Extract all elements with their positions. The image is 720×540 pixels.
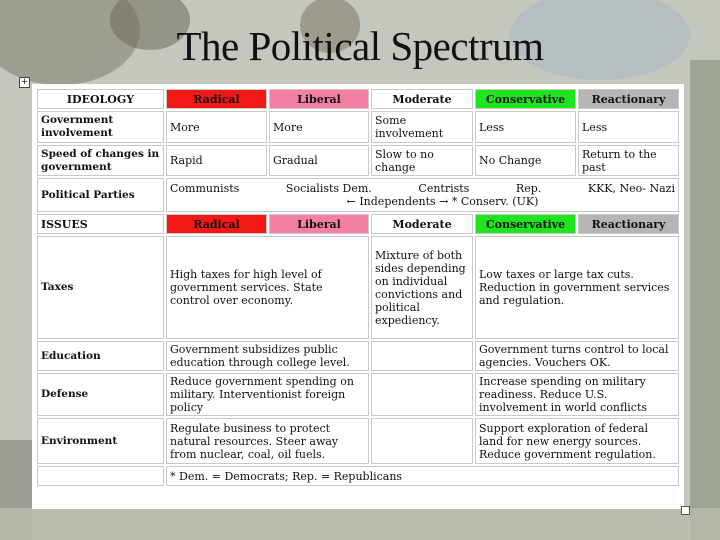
header-liberal: Liberal xyxy=(269,89,369,109)
cell-government-liberal: More xyxy=(269,111,369,143)
cell-parties xyxy=(166,178,679,212)
party-socialists: Socialists Dem. xyxy=(285,182,372,195)
cell-taxes-moderate: Mixture of both sides depending on individual convictions and political expediency. xyxy=(371,236,473,339)
issues-header-liberal: Liberal xyxy=(269,214,369,234)
cell-education-left: Government subsidizes public education through college level. xyxy=(166,341,369,371)
cell-defense-right: Increase spending on military readiness. Reduce U.S. involvement in world conflicts xyxy=(475,373,679,416)
parties-line-1 xyxy=(170,182,675,195)
row-label-speed: Speed of changes in government xyxy=(37,145,164,176)
issues-header-reactionary: Reactionary xyxy=(578,214,679,234)
table-row xyxy=(37,178,679,212)
footnote-row xyxy=(37,466,679,486)
table-row xyxy=(37,418,679,464)
row-label-defense: Defense xyxy=(37,373,164,416)
party-communists: Communists xyxy=(170,182,240,195)
cell-government-conservative: Less xyxy=(475,111,576,143)
table-row xyxy=(37,341,679,371)
footnote-spacer xyxy=(37,466,164,486)
cell-speed-conservative: No Change xyxy=(475,145,576,176)
header-ideology: IDEOLOGY xyxy=(37,89,164,109)
cell-defense-left: Reduce government spending on military. Interventionist foreign policy xyxy=(166,373,369,416)
cell-speed-liberal: Gradual xyxy=(269,145,369,176)
cell-government-reactionary: Less xyxy=(578,111,679,143)
cell-education-right: Government turns control to local agencies. Vouchers OK. xyxy=(475,341,679,371)
political-spectrum-table xyxy=(35,87,681,488)
header-radical: Radical xyxy=(166,89,267,109)
row-label-parties: Political Parties xyxy=(37,178,164,212)
header-issues: ISSUES xyxy=(37,214,164,234)
table-row xyxy=(37,236,679,339)
issues-header-conservative: Conservative xyxy=(475,214,576,234)
cell-environment-left: Regulate business to protect natural resources. Steer away from nuclear, coal, oil fuels. xyxy=(166,418,369,464)
cell-speed-radical: Rapid xyxy=(166,145,267,176)
row-label-education: Education xyxy=(37,341,164,371)
cell-speed-moderate: Slow to no change xyxy=(371,145,473,176)
party-centrists: Centrists xyxy=(418,182,470,195)
cell-government-moderate: Some involvement xyxy=(371,111,473,143)
ideology-header-row xyxy=(37,89,679,109)
table-row xyxy=(37,145,679,176)
move-handle-icon[interactable]: + xyxy=(20,77,29,87)
header-conservative: Conservative xyxy=(475,89,576,109)
issues-header-row xyxy=(37,214,679,234)
issues-header-radical: Radical xyxy=(166,214,267,234)
header-moderate: Moderate xyxy=(371,89,473,109)
row-label-government: Government involvement xyxy=(37,111,164,143)
table-row xyxy=(37,111,679,143)
cell-speed-reactionary: Return to the past xyxy=(578,145,679,176)
party-rep: Rep. xyxy=(515,182,542,195)
cell-environment-right: Support exploration of federal land for new energy sources. Reduce government regulation. xyxy=(475,418,679,464)
parties-line-2: ← Independents → * Conserv. (UK) xyxy=(346,195,539,208)
cell-government-radical: More xyxy=(166,111,267,143)
cell-education-moderate xyxy=(371,341,473,371)
footnote: * Dem. = Democrats; Rep. = Republicans xyxy=(166,466,679,486)
resize-handle[interactable] xyxy=(681,506,690,515)
slide-title: The Political Spectrum xyxy=(176,23,544,69)
cell-defense-moderate xyxy=(371,373,473,416)
cell-environment-moderate xyxy=(371,418,473,464)
cell-taxes-left: High taxes for high level of government services. State control over economy. xyxy=(166,236,369,339)
row-label-environment: Environment xyxy=(37,418,164,464)
cell-taxes-right: Low taxes or large tax cuts. Reduction in government services and regulation. xyxy=(475,236,679,339)
header-reactionary: Reactionary xyxy=(578,89,679,109)
issues-header-moderate: Moderate xyxy=(371,214,473,234)
party-kkk: KKK, Neo- Nazi xyxy=(587,182,675,195)
table-row xyxy=(37,373,679,416)
row-label-taxes: Taxes xyxy=(37,236,164,339)
